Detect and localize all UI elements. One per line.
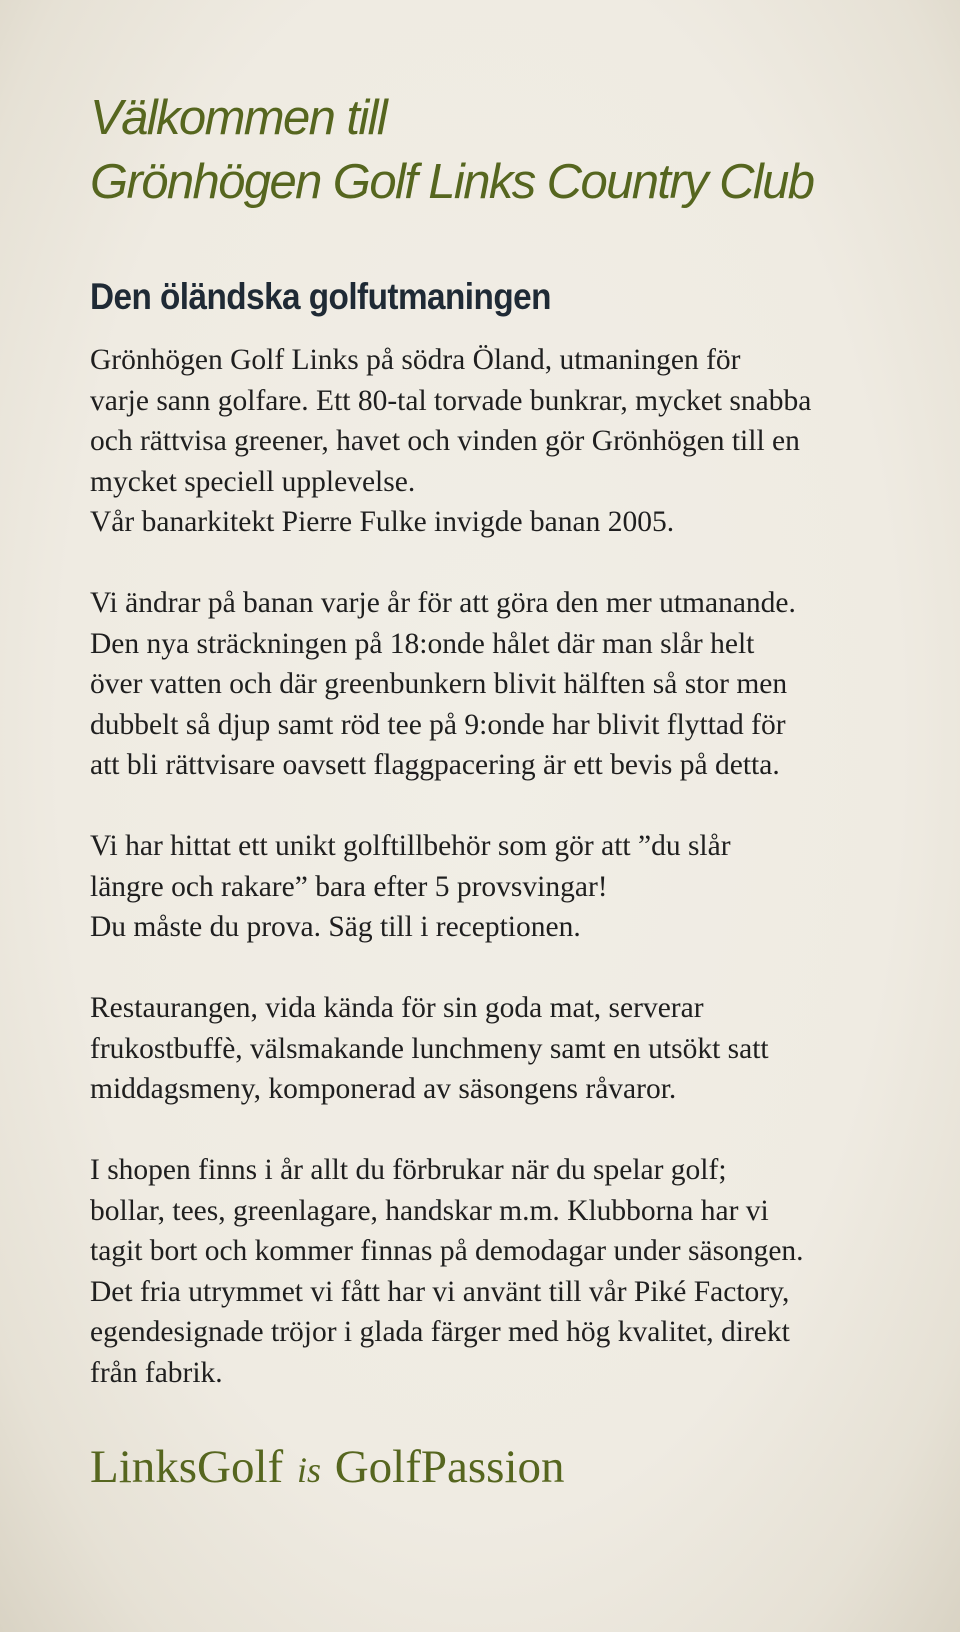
tagline-golf-passion: GolfPassion — [334, 1441, 565, 1493]
document-content — [90, 86, 910, 1498]
text-line: Den nya sträckningen på 18:onde hålet där man slår helt — [90, 627, 755, 660]
text-line: Vi ändrar på banan varje år för att göra den mer utmanande. — [90, 587, 796, 619]
text-line: Grönhögen Golf Links på södra Öland, utmaningen för — [90, 344, 741, 376]
tagline-links-golf: LinksGolf — [90, 1441, 284, 1493]
text-line: Du måste du prova. Säg till i receptionen. — [90, 911, 581, 943]
text-line: från fabrik. — [90, 1356, 223, 1389]
text-line: egendesignade tröjor i glada färger med hög kvalitet, direkt — [90, 1316, 790, 1348]
welcome-line-1: Välkommen till — [90, 91, 387, 145]
text-line: frukostbuffè, välsmakande lunchmeny samt en utsökt satt — [90, 1032, 769, 1065]
text-line: Restaurangen, vida kända för sin goda mat, serverar — [90, 992, 704, 1024]
text-line: middagsmeny, komponerad av säsongens råvaror. — [90, 1073, 677, 1105]
text-line: att bli rättvisare oavsett flaggpacering är ett bevis på detta. — [90, 749, 780, 781]
text-line: över vatten och där greenbunkern blivit hälften så stor men — [90, 668, 788, 700]
body-text — [90, 340, 910, 1393]
text-line: Vi har hittat ett unikt golftillbehör som gör att ”du slår — [90, 830, 731, 862]
text-line: bollar, tees, greenlagare, handskar m.m. Klubborna har vi — [90, 1194, 769, 1227]
welcome-line-2: Grönhögen Golf Links Country Club — [90, 155, 814, 209]
text-line: Vår banarkitekt Pierre Fulke invigde banan 2005. — [90, 506, 675, 538]
text-line: Det fria utrymmet vi fått har vi använt till vår Piké Factory, — [90, 1275, 790, 1308]
paragraph-course-intro — [90, 340, 910, 543]
text-line: och rättvisa greener, havet och vinden gör Grönhögen till en — [90, 425, 800, 457]
paragraph-restaurant — [90, 988, 910, 1110]
tagline-is: is — [296, 1450, 321, 1490]
text-line: dubbelt så djup samt röd tee på 9:onde har blivit flyttad för — [90, 708, 786, 741]
text-line: varje sann golfare. Ett 80-tal torvade bunkrar, mycket snabba — [90, 384, 812, 417]
welcome-title — [90, 86, 910, 214]
text-line: I shopen finns i år allt du förbrukar när du spelar golf; — [90, 1154, 727, 1186]
paragraph-golf-accessory — [90, 826, 910, 948]
section-heading: Den öländska golfutmaningen — [90, 276, 551, 317]
text-line: mycket speciell upplevelse. — [90, 465, 416, 498]
text-line: längre och rakare” bara efter 5 provsvingar! — [90, 870, 608, 903]
paragraph-shop — [90, 1150, 910, 1393]
paragraph-course-changes — [90, 583, 910, 786]
tagline — [90, 1439, 910, 1498]
text-line: tagit bort och kommer finnas på demodagar under säsongen. — [90, 1235, 804, 1267]
